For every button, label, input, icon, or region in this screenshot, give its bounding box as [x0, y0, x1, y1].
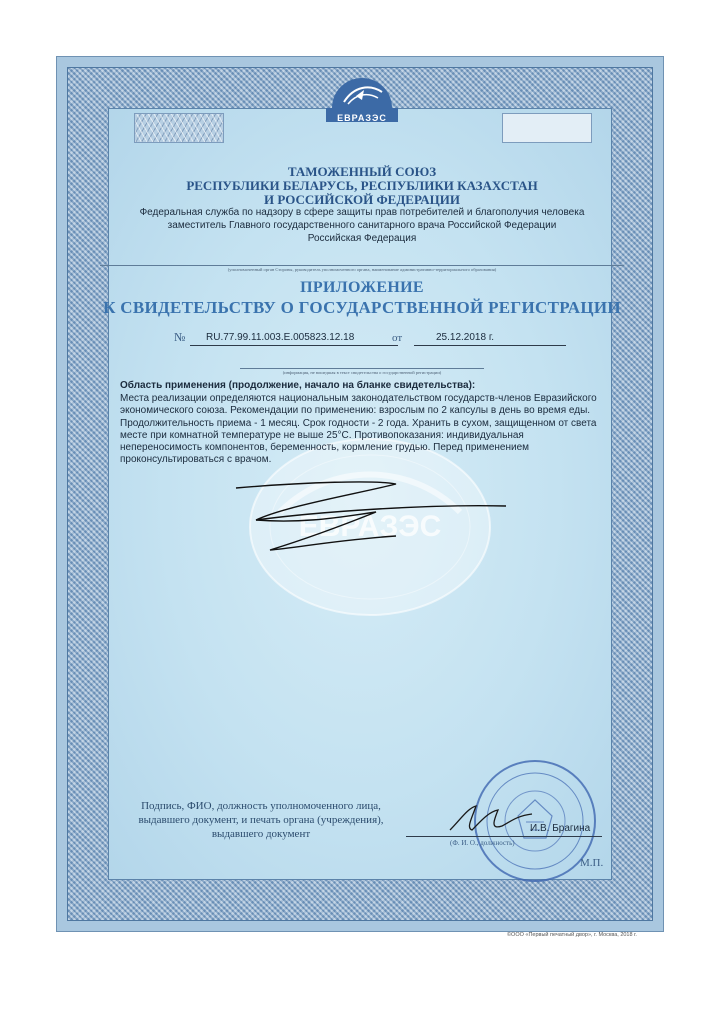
document-title: ПРИЛОЖЕНИЕ [300, 279, 424, 296]
signer-name: И.В. Брагина [530, 823, 591, 834]
agency-line-1: Федеральная служба по надзору в сфере защиты прав потребителей и благополучия человека [139, 207, 585, 218]
security-pattern-left [134, 113, 224, 143]
registration-number: RU.77.99.11.003.E.005823.12.18 [190, 330, 398, 346]
logo-label: ЕВРАЗЭС [337, 113, 387, 123]
printer-credit: ©ООО «Первый печатный двор», г. Москва, 2018 г. [507, 932, 637, 938]
document-subtitle: К СВИДЕТЕЛЬСТВУ О ГОСУДАРСТВЕННОЙ РЕГИСТРАЦИИ [103, 298, 621, 317]
header-line-3: И РОССИЙСКОЙ ФЕДЕРАЦИИ [264, 192, 460, 207]
header-line-2: РЕСПУБЛИКИ БЕЛАРУСЬ, РЕСПУБЛИКИ КАЗАХСТАН [186, 178, 538, 193]
stamp-place-label: М.П. [580, 857, 604, 869]
signature-icon [226, 476, 516, 566]
watermark-text: ЕВРАЗЭС [298, 510, 442, 543]
date-from-label: от [392, 332, 403, 344]
number-sign: № [174, 330, 186, 344]
agency-line-2: заместитель Главного государственного санитарного врача Российской Федерации [167, 220, 557, 231]
header-line-1: ТАМОЖЕННЫЙ СОЮЗ [287, 164, 437, 179]
official-signature-icon [446, 800, 536, 840]
reg-info-caption: (информация, не вошедшая в текст свидетельства о государственной регистрации) [240, 368, 484, 375]
agency-line-3: Российская Федерация [307, 233, 417, 244]
scope-text: Места реализации определяются национальным законодательством государств-членов Евразийского экономического союза. Рекомендации по применению: взрослым по 2 капсулы в день во время еды. Продолжительность приема - 1 месяц. Срок годности - 2 года. Хранить в сухом, защищенном от света месте при комнатной температуре не выше 25°С. Противопоказания: индивидуальная непереносимость компонентов, беременность, кормление грудью. Перед применением проконсультироваться с врачом. [120, 393, 597, 466]
security-pattern-right [502, 113, 592, 143]
signature-line [406, 836, 602, 837]
signature-caption: Подпись, ФИО, должность уполномоченного лица, выдавшего документ, и печать органа (учреждения), выдавшего документ [138, 800, 384, 840]
body-content [120, 380, 602, 466]
fio-caption: (Ф. И. О., должность) [450, 839, 515, 847]
registration-row [0, 330, 724, 350]
registration-date: 25.12.2018 г. [414, 330, 566, 346]
scope-heading: Область применения (продолжение, начало на бланке свидетельства): [120, 380, 476, 391]
authority-caption: (уполномоченный орган Стороны, руководитель уполномоченного органа, наименование административно-территориального образования) [100, 265, 624, 272]
